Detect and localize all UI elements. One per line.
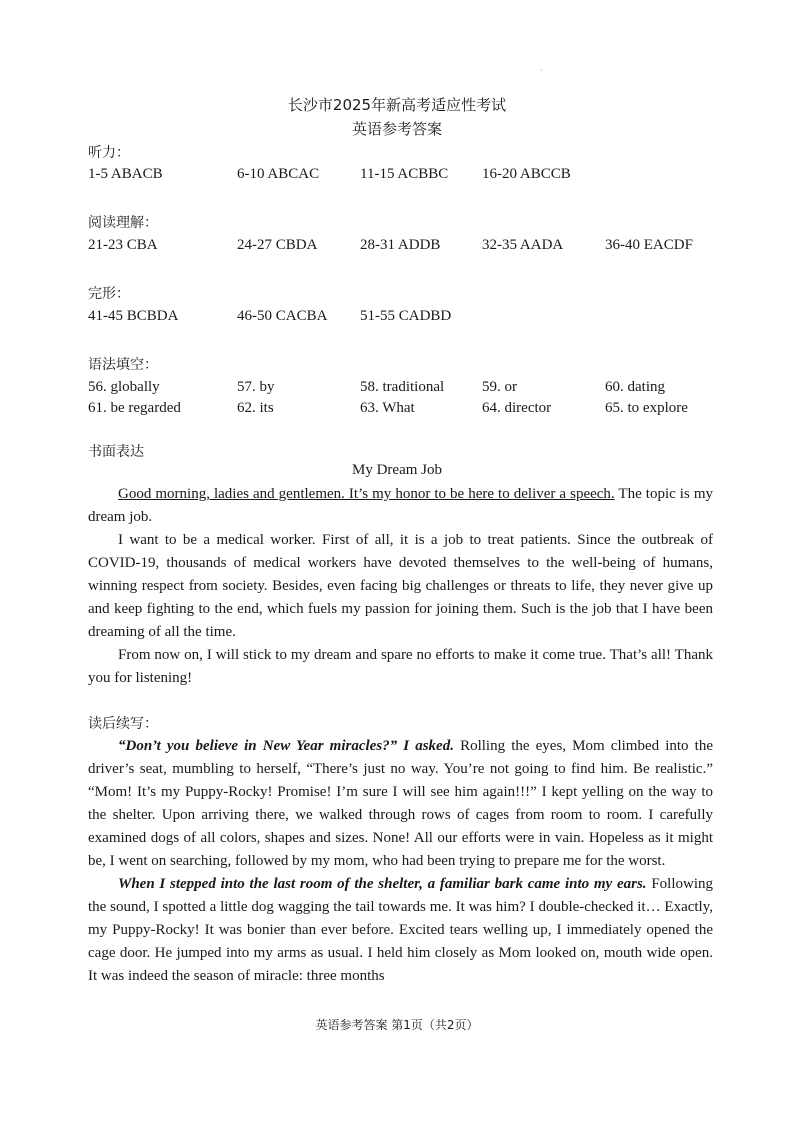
paragraph-lead: “Don’t you believe in New Year miracles?” I asked. — [118, 738, 454, 754]
essay-paragraph: From now on, I will stick to my dream and spare no efforts to make it come true. That’s all! Thank you for listening! — [88, 647, 713, 686]
continuation-paragraph — [88, 735, 713, 873]
continuation-paragraph — [88, 873, 713, 988]
paragraph-text: Rolling the eyes, Mom climbed into the driver’s seat, mumbling to herself, “There’s just no way. You’re not going to find him. Be realistic.” “Mom! It’s my Puppy-Rocky! Promise! I’m sure I will see him again!!!” I kept yelling on the way to the shelter. Upon arriving there, we walked through rows of cages from room to room. I carefully examined dogs of all colors, shapes and sizes. None! All our efforts were in vain. Hopeless as it might be, I went on searching, followed by my mom, who had been trying to prepare me for the worst. — [88, 738, 713, 869]
answer-group: 24-27 CBDA — [237, 237, 318, 253]
paragraph-text: Following the sound, I spotted a little dog wagging the tail towards me. It was him? I double-checked it… Exactly, my Puppy-Rocky! It was bonier than ever before. Excited tears welling up, I immediately opened the cage door. He jumped into my arms as usual. I held him closely as Mom looked on, mouth wide open. It was indeed the season of miracle: three months — [88, 876, 713, 984]
answer-group: 51-55 CADBD — [360, 308, 452, 324]
grammar-answer: 58. traditional — [360, 379, 445, 395]
listening-answers-row — [0, 166, 794, 186]
grammar-label: 语法填空： — [88, 357, 158, 373]
answer-group: 41-45 BCBDA — [88, 308, 179, 324]
essay-paragraph — [88, 483, 713, 529]
continuation-body — [88, 735, 713, 988]
continuation-label: 读后续写： — [88, 716, 158, 732]
answer-group: 1-5 ABACB — [88, 166, 163, 182]
answer-group: 21-23 CBA — [88, 237, 158, 253]
grammar-answer: 64. director — [482, 400, 552, 416]
grammar-answer: 56. globally — [88, 379, 160, 395]
answer-group: 6-10 ABCAC — [237, 166, 320, 182]
grammar-answer: 61. be regarded — [88, 400, 181, 416]
essay-text: The topic is my dream job. — [88, 486, 713, 525]
reading-label: 阅读理解： — [88, 215, 158, 231]
grammar-answer: 65. to explore — [605, 400, 688, 416]
cloze-answers-row — [0, 308, 794, 328]
exam-title: 长沙市2025年新高考适应性考试 — [287, 96, 507, 114]
reading-answers-row — [0, 237, 794, 257]
answer-group: 46-50 CACBA — [237, 308, 328, 324]
answer-group: 36-40 EACDF — [605, 237, 693, 253]
essay-title: My Dream Job — [352, 462, 442, 478]
essay-body — [88, 483, 713, 690]
grammar-answer: 60. dating — [605, 379, 665, 395]
answer-group: 32-35 AADA — [482, 237, 564, 253]
scan-mark: · — [540, 66, 543, 75]
answer-group: 11-15 ACBBC — [360, 166, 449, 182]
grammar-answer: 63. What — [360, 400, 415, 416]
grammar-answer: 62. its — [237, 400, 274, 416]
grammar-answer: 57. by — [237, 379, 275, 395]
grammar-answers-row-1 — [0, 379, 794, 399]
exam-subtitle: 英语参考答案 — [351, 120, 442, 138]
essay-paragraph: I want to be a medical worker. First of all, it is a job to treat patients. Since the outbreak of COVID-19, thousands of medical workers have devoted themselves to the well-being of humans, winning respect from society. Besides, even facing big challenges or threats to life, they never give up and keep fighting to the end, which fuels my passion for joining them. Such is the job that I have been dreaming of all the time. — [88, 532, 713, 640]
listening-label: 听力： — [88, 145, 130, 161]
answer-group: 16-20 ABCCB — [482, 166, 571, 182]
writing-label: 书面表达 — [88, 444, 144, 460]
essay-opening: Good morning, ladies and gentlemen. It’s my honor to be here to deliver a speech. — [118, 486, 615, 502]
answer-group: 28-31 ADDB — [360, 237, 441, 253]
grammar-answers-row-2 — [0, 400, 794, 420]
grammar-answer: 59. or — [482, 379, 517, 395]
cloze-label: 完形： — [88, 286, 130, 302]
page-footer: 英语参考答案 第1页（共2页） — [315, 1018, 479, 1032]
paragraph-lead: When I stepped into the last room of the shelter, a familiar bark came into my ears. — [118, 876, 647, 892]
